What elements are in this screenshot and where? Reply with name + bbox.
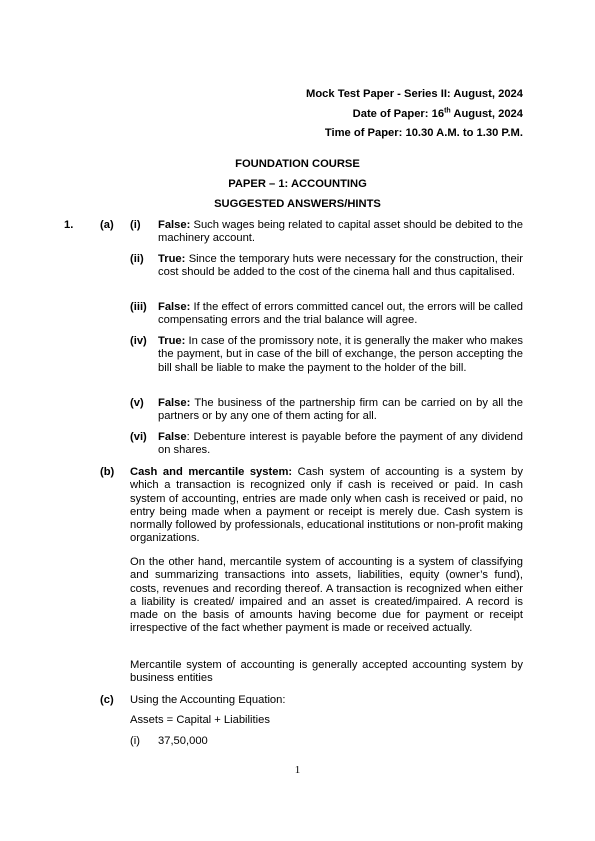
section-title: SUGGESTED ANSWERS/HINTS bbox=[214, 198, 381, 210]
item-v-text bbox=[158, 397, 523, 424]
part-b-label: (b) bbox=[100, 466, 115, 478]
item-i-text bbox=[158, 219, 523, 246]
item-v-verdict: False: bbox=[158, 397, 191, 409]
course-title: FOUNDATION COURSE bbox=[235, 158, 360, 170]
item-ii-verdict: True: bbox=[158, 253, 186, 265]
paper-title: PAPER – 1: ACCOUNTING bbox=[228, 178, 367, 190]
page-number: 1 bbox=[294, 764, 301, 776]
paper-date-suffix: August, 2024 bbox=[450, 108, 523, 120]
item-ii-num: (ii) bbox=[130, 253, 144, 265]
item-i-num: (i) bbox=[130, 219, 141, 231]
part-c-sub-value: 37,50,000 bbox=[158, 735, 208, 747]
item-iv-num: (iv) bbox=[130, 335, 147, 347]
part-c-label: (c) bbox=[100, 694, 114, 706]
part-b-para3: Mercantile system of accounting is generally accepted accounting system by business entities bbox=[130, 659, 523, 685]
part-b-heading: Cash and mercantile system: bbox=[130, 466, 293, 478]
item-ii-text bbox=[158, 253, 523, 280]
item-iv-verdict: True: bbox=[158, 335, 186, 347]
item-ii-body: Since the temporary huts were necessary for the construction, their cost should be added to the cost of the cinema hall and thus capitalised. bbox=[158, 253, 523, 279]
item-iii-num: (iii) bbox=[130, 301, 147, 313]
item-iii-body: If the effect of errors committed cancel out, the errors will be called compensating errors and the trial balance will agree. bbox=[158, 301, 523, 327]
question-number: 1. bbox=[64, 219, 74, 231]
part-b-para1-body: Cash system of accounting is a system by which a transaction is recognized only if cash is received or paid. In cash system of accounting, entries are made only when cash is received or paid, no entry being made when a payment or receipt is merely due. Cash system is normally followed by professionals, educational institutions or non-profit making organizations. bbox=[130, 466, 523, 545]
part-c-line1: Using the Accounting Equation: bbox=[130, 694, 286, 706]
item-vi-verdict: False bbox=[158, 431, 187, 443]
paper-date-prefix: Date of Paper: 16 bbox=[352, 108, 445, 120]
item-vi-text bbox=[158, 431, 523, 458]
paper-series-line: Mock Test Paper - Series II: August, 2024 bbox=[306, 88, 523, 100]
part-a-label: (a) bbox=[100, 219, 114, 231]
part-c-sub-num: (i) bbox=[130, 735, 140, 747]
paper-time-line: Time of Paper: 10.30 A.M. to 1.30 P.M. bbox=[324, 127, 523, 139]
part-c-equation: Assets = Capital + Liabilities bbox=[130, 714, 270, 726]
item-vi-num: (vi) bbox=[130, 431, 147, 443]
item-i-body: Such wages being related to capital asset should be debited to the machinery account. bbox=[158, 219, 523, 245]
item-iii-verdict: False: bbox=[158, 301, 191, 313]
paper-date-sup: th bbox=[444, 107, 451, 115]
item-i-verdict: False: bbox=[158, 219, 191, 231]
item-iii-text bbox=[158, 301, 523, 328]
item-v-num: (v) bbox=[130, 397, 144, 409]
part-b-para2: On the other hand, mercantile system of accounting is a system of classifying and summarizing transactions into assets, liabilities, equity (owner’s fund), costs, revenues and recording thereof. A transaction is recognized when either a liability is created/ impaired and an asset is created/impaired. A record is made on the basis of amounts having become due for payment or receipt irrespective of the fact whether payment is made or received actually. bbox=[130, 556, 523, 635]
paper-date-line bbox=[353, 108, 523, 120]
item-vi-body: : Debenture interest is payable before the payment of any dividend on shares. bbox=[158, 431, 523, 457]
item-iv-body: In case of the promissory note, it is generally the maker who makes the payment, but in case of the bill of exchange, the person accepting the bill shall be liable to make the payment to the holder of the bill. bbox=[158, 335, 523, 374]
part-b-para1 bbox=[130, 466, 523, 546]
item-iv-text bbox=[158, 335, 523, 375]
item-v-body: The business of the partnership firm can be carried on by all the partners or by any one of them acting for all. bbox=[158, 397, 523, 423]
